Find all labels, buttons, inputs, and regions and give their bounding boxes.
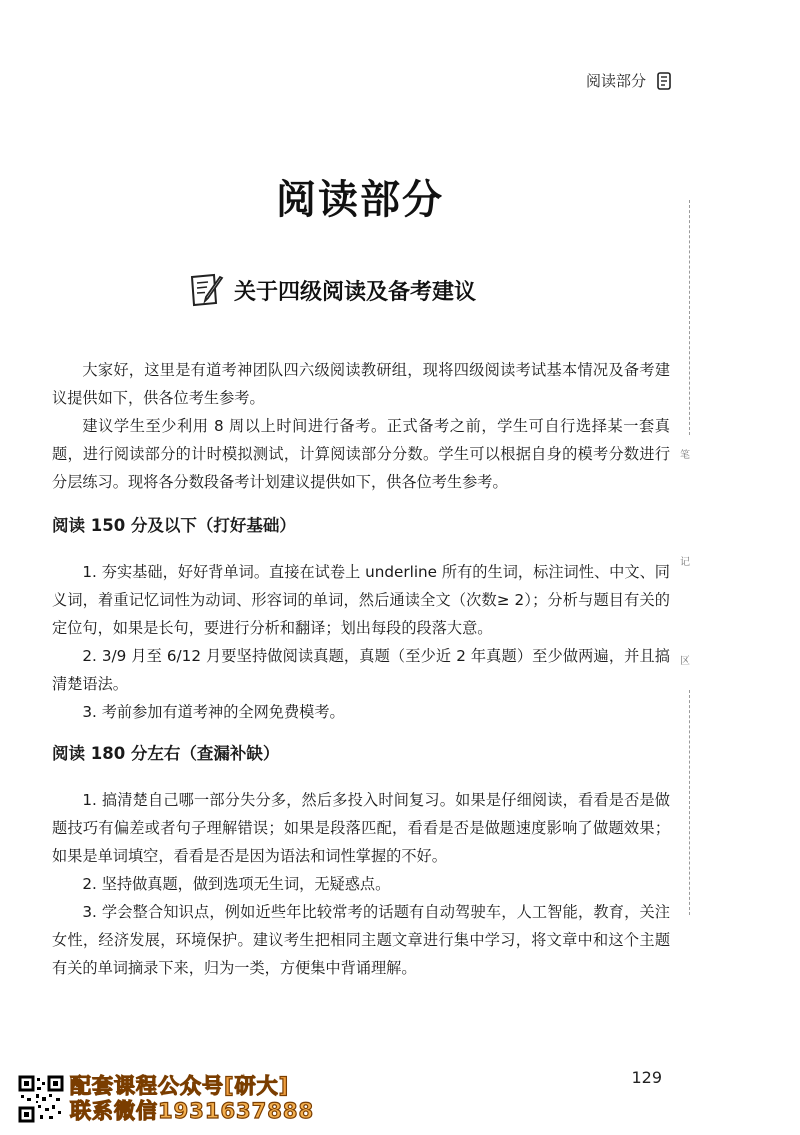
section-heading: [188, 272, 476, 308]
level-heading: 阅读 150 分及以下（打好基础）: [52, 516, 296, 535]
advice-item: 3. 考前参加有道考神的全网免费模考。: [82, 703, 345, 721]
notes-margin-label: 笔: [680, 450, 690, 461]
book-icon: [656, 72, 672, 90]
advice-item: 3. 学会整合知识点，例如近些年比较常考的话题有自动驾驶车，人工智能，教育，关注女性，经济发展，环境保护。建议考生把相同主题文章进行集中学习，将文章中和这个主题有关的单词摘录下来，归为一类，方便集中背诵理解。: [52, 903, 670, 977]
section-title: 关于四级阅读及备考建议: [234, 279, 477, 305]
intro-paragraph: 大家好，这里是有道考神团队四六级阅读教研组，现将四级阅读考试基本情况及备考建议提供如下，供各位考生参考。: [52, 361, 670, 407]
level-heading: 阅读 180 分左右（查漏补缺）: [52, 744, 280, 763]
watermark-line: 联系微信1931637888: [70, 1099, 315, 1123]
running-header: [586, 70, 672, 91]
page-title: 阅读部分: [276, 177, 444, 223]
qr-code-icon: [18, 1075, 64, 1123]
page-number: 129: [631, 1068, 662, 1087]
notes-margin-rule: [689, 200, 690, 435]
notes-margin-label: 记: [680, 557, 690, 568]
running-title: 阅读部分: [585, 72, 646, 90]
advice-item: 2. 3/9 月至 6/12 月要坚持做阅读真题，真题（至少近 2 年真题）至少做两遍，并且搞清楚语法。: [52, 647, 670, 693]
advice-item: 1. 搞清楚自己哪一部分失分多，然后多投入时间复习。如果是仔细阅读，看看是否是做题技巧有偏差或者句子理解错误；如果是段落匹配，看看是否是做题速度影响了做题效果；如果是单词填空，看看是否是因为语法和词性掌握的不好。: [52, 791, 670, 865]
pen-paper-icon: [188, 272, 224, 308]
advice-item: 2. 坚持做真题，做到选项无生词，无疑惑点。: [82, 875, 391, 893]
intro-paragraph: 建议学生至少利用 8 周以上时间进行备考。正式备考之前，学生可自行选择某一套真题，进行阅读部分的计时模拟测试，计算阅读部分分数。学生可以根据自身的模考分数进行分层练习。现将各分数段备考计划建议提供如下，供各位考生参考。: [52, 417, 670, 491]
watermark-line: 配套课程公众号[研大]: [70, 1074, 290, 1098]
article-body: [52, 356, 670, 982]
advice-item: 1. 夯实基础，好好背单词。直接在试卷上 underline 所有的生词，标注词性、中文、同义词，着重记忆词性为动词、形容词的单词，然后通读全文（次数≥ 2）；分析与题目有关的定位句，如果是长句，要进行分析和翻译；划出每段的段落大意。: [52, 563, 670, 637]
notes-margin-rule: [689, 690, 690, 915]
promo-watermark: [18, 1074, 314, 1123]
notes-margin-label: 区: [680, 656, 690, 667]
